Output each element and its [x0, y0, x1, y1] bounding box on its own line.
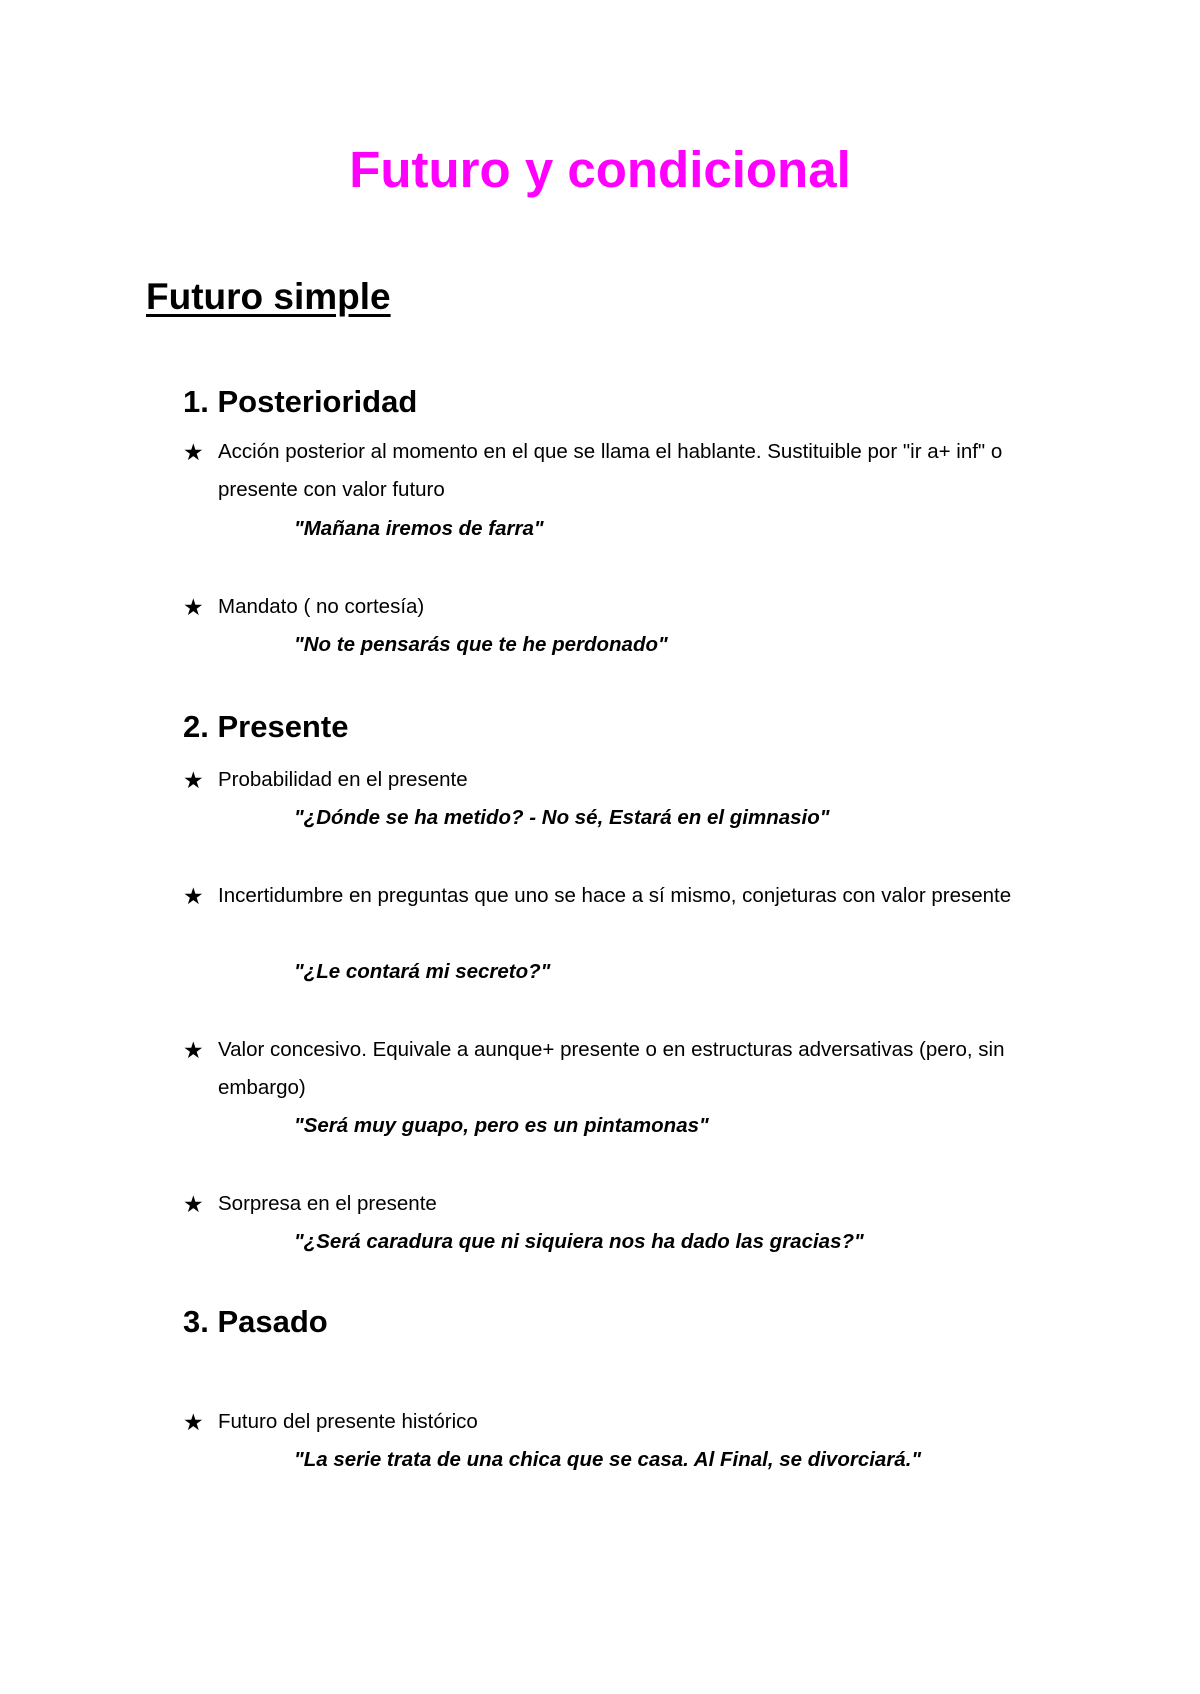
subheading-presente: 2. Presente: [183, 709, 349, 744]
bullet-text: Incertidumbre en preguntas que uno se hace a sí mismo, conjeturas con valor presente: [218, 884, 1012, 907]
list-item: [183, 761, 1073, 799]
list-item: [183, 1031, 1073, 1107]
example-quote: "¿Dónde se ha metido? - No sé, Estará en el gimnasio": [294, 806, 830, 829]
example-quote: "Será muy guapo, pero es un pintamonas": [294, 1114, 709, 1137]
star-icon: ★: [183, 883, 204, 909]
bullet-text: Probabilidad en el presente: [218, 768, 468, 791]
section-heading-futuro-simple: Futuro simple: [146, 276, 391, 317]
example-quote: "¿Le contará mi secreto?": [294, 960, 551, 983]
bullet-text: Acción posterior al momento en el que se llama el hablante. Sustituible por "ir a+ inf" o presente con valor futuro: [218, 440, 1003, 501]
star-icon: ★: [183, 594, 204, 620]
subheading-posterioridad: 1. Posterioridad: [183, 384, 418, 419]
bullet-text: Sorpresa en el presente: [218, 1192, 437, 1215]
star-icon: ★: [183, 1037, 204, 1063]
list-item: [183, 1403, 1073, 1441]
bullet-text: Valor concesivo. Equivale a aunque+ presente o en estructuras adversativas (pero, sin embargo): [218, 1038, 1005, 1099]
star-icon: ★: [183, 1409, 204, 1435]
list-item: [183, 588, 1073, 626]
document-title: Futuro y condicional: [349, 141, 851, 198]
subheading-pasado: 3. Pasado: [183, 1304, 328, 1339]
example-quote: "No te pensarás que te he perdonado": [294, 633, 668, 656]
star-icon: ★: [183, 439, 204, 465]
bullet-text: Mandato ( no cortesía): [218, 595, 425, 618]
list-item: [183, 877, 1073, 915]
bullet-text: Futuro del presente histórico: [218, 1410, 478, 1433]
example-quote: "¿Será caradura que ni siquiera nos ha dado las gracias?": [294, 1230, 864, 1253]
list-item: [183, 433, 1073, 509]
example-quote: "La serie trata de una chica que se casa. Al Final, se divorciará.": [294, 1448, 922, 1471]
example-quote: "Mañana iremos de farra": [294, 517, 544, 540]
list-item: [183, 1185, 1073, 1223]
star-icon: ★: [183, 1191, 204, 1217]
star-icon: ★: [183, 767, 204, 793]
